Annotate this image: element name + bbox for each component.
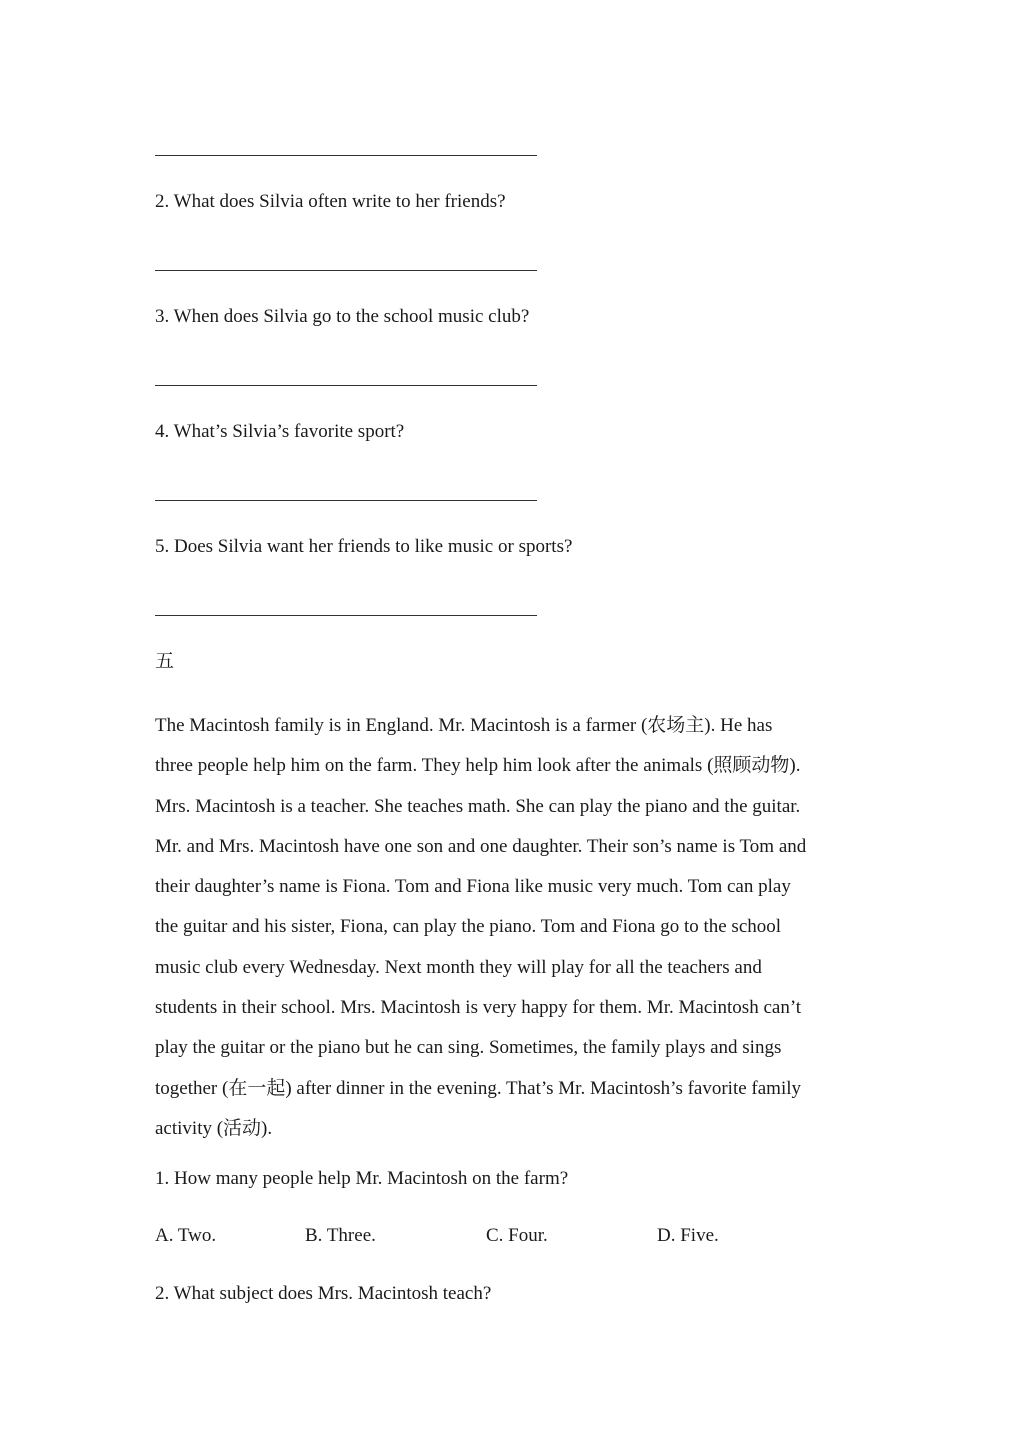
answer-line-4[interactable] [155, 500, 537, 501]
question-3: 3. When does Silvia go to the school music club? [155, 306, 530, 327]
passage-line: the guitar and his sister, Fiona, can play the piano. Tom and Fiona go to the school [155, 916, 782, 938]
section-five-label: 五 [155, 651, 175, 672]
option-b[interactable]: B. Three. [305, 1225, 376, 1246]
passage-line: together (在一起) after dinner in the evening. That’s Mr. Macintosh’s favorite family [155, 1077, 802, 1099]
answer-line-2[interactable] [155, 270, 537, 271]
passage-line: their daughter’s name is Fiona. Tom and Fiona like music very much. Tom can play [155, 876, 791, 898]
passage-question-2: 2. What subject does Mrs. Macintosh teach? [155, 1283, 492, 1304]
answer-line-1[interactable] [155, 155, 537, 156]
question-2: 2. What does Silvia often write to her friends? [155, 191, 506, 212]
passage-line: students in their school. Mrs. Macintosh is very happy for them. Mr. Macintosh can’t [155, 997, 802, 1019]
passage-line: play the guitar or the piano but he can sing. Sometimes, the family plays and sings [155, 1037, 782, 1059]
passage-question-1: 1. How many people help Mr. Macintosh on the farm? [155, 1168, 569, 1189]
question-4: 4. What’s Silvia’s favorite sport? [155, 421, 405, 442]
reading-passage [155, 706, 875, 1149]
answer-line-3[interactable] [155, 385, 537, 386]
passage-line: music club every Wednesday. Next month they will play for all the teachers and [155, 956, 762, 978]
passage-line: Mr. and Mrs. Macintosh have one son and one daughter. Their son’s name is Tom and [155, 835, 807, 857]
question-5: 5. Does Silvia want her friends to like music or sports? [155, 536, 573, 557]
option-c[interactable]: C. Four. [486, 1225, 548, 1246]
answer-line-5[interactable] [155, 615, 537, 616]
passage-line: Mrs. Macintosh is a teacher. She teaches math. She can play the piano and the guitar. [155, 795, 801, 817]
passage-line: The Macintosh family is in England. Mr. Macintosh is a farmer (农场主). He has [155, 715, 773, 736]
passage-line: activity (活动). [155, 1117, 273, 1139]
option-d[interactable]: D. Five. [657, 1225, 719, 1246]
passage-line: three people help him on the farm. They help him look after the animals (照顾动物). [155, 755, 801, 777]
option-a[interactable]: A. Two. [155, 1225, 217, 1246]
